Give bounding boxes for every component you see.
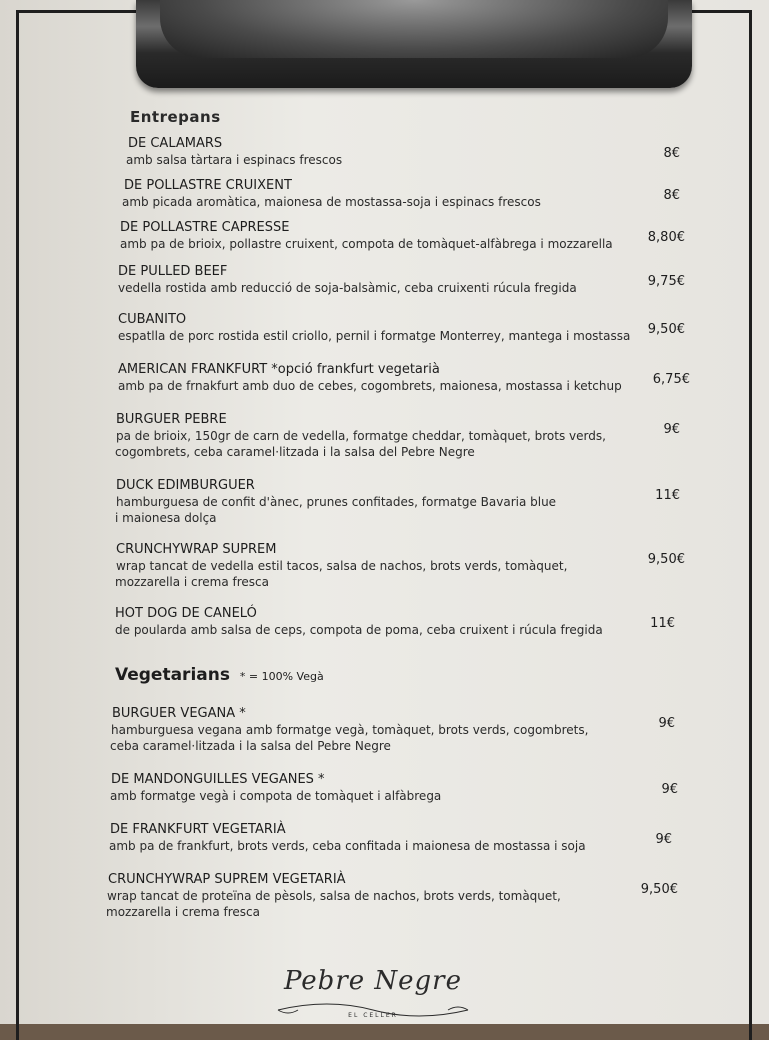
item-name: DE PULLED BEEF — [118, 264, 228, 279]
item-price: 8,80€ — [647, 230, 685, 245]
item-price: 11€ — [655, 488, 680, 503]
item-description: mozzarella i crema fresca — [115, 575, 270, 589]
item-name: CRUNCHYWRAP SUPREM — [116, 542, 277, 557]
item-description: de poularda amb salsa de ceps, compota de poma, ceba cruixent i rúcula fregida — [115, 623, 603, 637]
item-description: amb formatge vegà i compota de tomàquet i alfàbrega — [110, 789, 442, 803]
item-name: HOT DOG DE CANELÓ — [115, 606, 257, 621]
item-price: 9€ — [655, 832, 672, 847]
logo-subtitle: EL CELLER — [348, 1012, 398, 1019]
item-description: amb picada aromàtica, maionesa de mostassa-soja i espinacs frescos — [122, 195, 541, 209]
item-name: DE POLLASTRE CAPRESSE — [120, 220, 290, 235]
item-description: wrap tancat de proteïna de pèsols, salsa de nachos, brots verds, tomàquet, — [107, 889, 561, 903]
item-name: CUBANITO — [118, 312, 187, 327]
item-description: hamburguesa de confit d'ànec, prunes confitades, formatge Bavaria blue — [116, 495, 557, 509]
item-description: cogombrets, ceba caramel·litzada i la salsa del Pebre Negre — [115, 445, 475, 459]
item-price: 11€ — [650, 616, 675, 631]
item-description: ceba caramel·litzada i la salsa del Pebre Negre — [110, 739, 391, 753]
item-description: amb pa de brioix, pollastre cruixent, compota de tomàquet-alfàbrega i mozzarella — [120, 237, 613, 251]
item-name: DUCK EDIMBURGUER — [116, 478, 255, 493]
item-name: DE CALAMARS — [128, 136, 223, 151]
item-price: 9,50€ — [647, 552, 685, 567]
item-price: 9€ — [658, 716, 675, 731]
item-name: DE POLLASTRE CRUIXENT — [124, 178, 292, 193]
item-price: 8€ — [663, 188, 680, 203]
item-price: 6,75€ — [652, 372, 690, 387]
item-description: hamburguesa vegana amb formatge vegà, tomàquet, brots verds, cogombrets, — [111, 723, 589, 737]
item-description: espatlla de porc rostida estil criollo, pernil i formatge Monterrey, mantega i mostassa — [118, 329, 631, 343]
item-price: 8€ — [663, 146, 680, 161]
vegan-note: * = 100% Vegà — [239, 670, 324, 683]
section-title-vegetarians — [115, 665, 324, 685]
item-name: AMERICAN FRANKFURT *opció frankfurt vegetarià — [118, 362, 440, 377]
item-name: CRUNCHYWRAP SUPREM VEGETARIÀ — [108, 872, 346, 887]
item-description: amb salsa tàrtara i espinacs frescos — [126, 153, 343, 167]
item-description: amb pa de frnakfurt amb duo de cebes, cogombrets, maionesa, mostassa i ketchup — [118, 379, 622, 393]
item-price: 9,75€ — [647, 274, 685, 289]
item-name: BURGUER VEGANA * — [112, 706, 246, 721]
item-name: DE MANDONGUILLES VEGANES * — [111, 772, 325, 787]
clipboard-clip — [136, 0, 692, 88]
logo-name: Pebre Negre — [283, 966, 463, 996]
item-price: 9,50€ — [640, 882, 678, 897]
item-price: 9€ — [661, 782, 678, 797]
vegetarians-title: Vegetarians — [115, 665, 230, 685]
restaurant-logo — [268, 966, 478, 1024]
section-title-entrepans: Entrepans — [130, 108, 221, 126]
item-description: i maionesa dolça — [115, 511, 217, 525]
item-description: pa de brioix, 150gr de carn de vedella, formatge cheddar, tomàquet, brots verds, — [116, 429, 606, 443]
item-price: 9,50€ — [647, 322, 685, 337]
item-name: BURGUER PEBRE — [116, 412, 227, 427]
item-name: DE FRANKFURT VEGETARIÀ — [110, 822, 286, 837]
logo-flourish-icon — [268, 996, 478, 1024]
item-description: vedella rostida amb reducció de soja-balsàmic, ceba cruixenti rúcula fregida — [118, 281, 577, 295]
item-description: amb pa de frankfurt, brots verds, ceba confitada i maionesa de mostassa i soja — [109, 839, 586, 853]
item-description: wrap tancat de vedella estil tacos, salsa de nachos, brots verds, tomàquet, — [116, 559, 568, 573]
item-price: 9€ — [663, 422, 680, 437]
item-description: mozzarella i crema fresca — [106, 905, 261, 919]
